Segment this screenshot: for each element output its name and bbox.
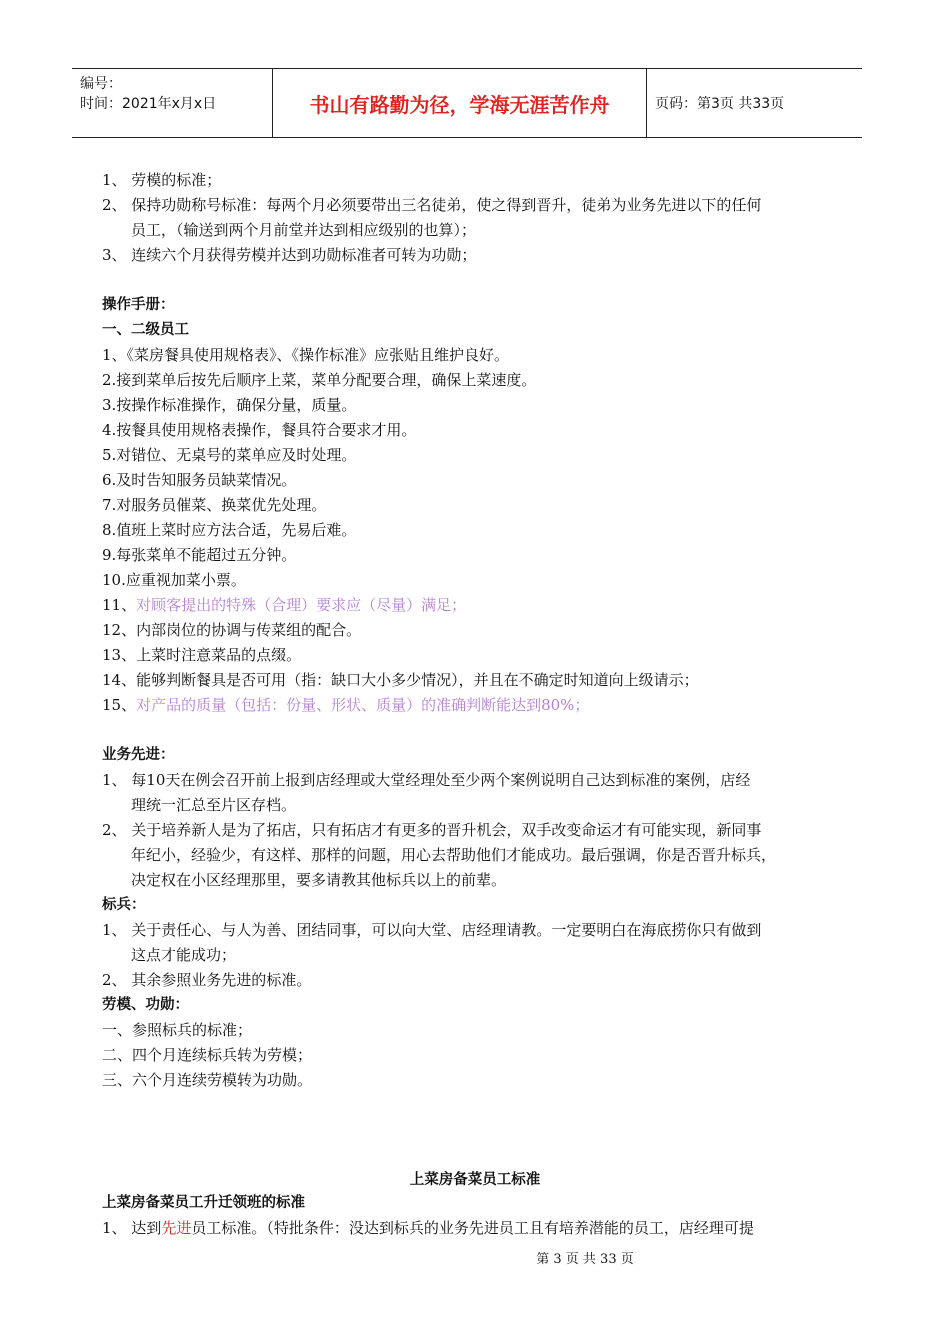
item-number: 15、 — [102, 696, 137, 714]
paragraph-line: 13、上菜时注意菜品的点缀。 — [102, 646, 302, 664]
paragraph-line: 8.值班上菜时应方法合适，先易后难。 — [102, 521, 357, 539]
section-heading: 业务先进： — [102, 747, 175, 763]
page-footer — [0, 1248, 950, 1267]
paragraph-line: 12、内部岗位的协调与传菜组的配合。 — [102, 621, 362, 639]
paragraph-line: 三、六个月连续劳模转为功勋。 — [102, 1071, 313, 1089]
paragraph-line: 一、参照标兵的标准； — [102, 1021, 253, 1039]
paragraph-line: 二、四个月连续标兵转为劳模； — [102, 1046, 313, 1064]
paragraph-line: 这点才能成功； — [131, 946, 237, 964]
section-heading: 一、二级员工 — [102, 322, 189, 338]
section-heading: 标兵： — [102, 897, 146, 913]
section-title: 上菜房备菜员工标准 — [409, 1172, 541, 1188]
paragraph-line: 4.按餐具使用规格表操作，餐具符合要求才用。 — [102, 421, 417, 439]
paragraph-line: 1、 关于责任心、与人为善、团结同事，可以向大堂、店经理请教。一定要明白在海底捞你只有做到 — [102, 921, 762, 939]
number-label: 编号： — [80, 76, 122, 92]
paragraph-line: 年纪小，经验少，有这样、那样的问题，用心去帮助他们才能成功。最后强调，你是否晋升标兵， — [131, 846, 777, 864]
paragraph-line: 1、《菜房餐具使用规格表》、《操作标准》应张贴且维护良好。 — [102, 346, 510, 364]
highlighted-text: 对顾客提出的特殊（合理）要求应（尽量）满足； — [136, 596, 467, 614]
paragraph-line: 1、 每10天在例会召开前上报到店经理或大堂经理处至少两个案例说明自己达到标准的案例，店经 — [102, 771, 751, 789]
paragraph-line: 14、能够判断餐具是否可用（指：缺口大小多少情况），并且在不确定时知道向上级请示； — [102, 671, 699, 689]
paragraph-line: 2、 关于培养新人是为了拓店，只有拓店才有更多的晋升机会，双手改变命运才有可能实现，新同事 — [102, 821, 762, 839]
text-run: 1、 达到 — [102, 1219, 162, 1237]
paragraph-line: 员工，（输送到两个月前堂并达到相应级别的也算）； — [131, 221, 477, 239]
paragraph-line: 2、 保持功勋称号标准：每两个月必须要带出三名徒弟，使之得到晋升，徒弟为业务先进以下的任何 — [102, 196, 762, 214]
paragraph-line: 5.对错位、无桌号的菜单应及时处理。 — [102, 446, 357, 464]
paragraph-line: 2.接到菜单后按先后顺序上菜，菜单分配要合理，确保上菜速度。 — [102, 371, 537, 389]
item-number: 11、 — [102, 596, 137, 614]
paragraph-line: 6.及时告知服务员缺菜情况。 — [102, 471, 297, 489]
paragraph-line — [102, 595, 466, 615]
time-label: 时间：2021年x月x日 — [80, 96, 217, 112]
paragraph-line — [102, 1218, 754, 1238]
header-motto: 书山有路勤为径，学海无涯苦作舟 — [273, 69, 647, 137]
paragraph-line: 9.每张菜单不能超过五分钟。 — [102, 546, 297, 564]
highlighted-text: 对产品的质量（包括：份量、形状、质量）的准确判断能达到80%； — [136, 696, 590, 714]
section-heading: 操作手册： — [102, 297, 175, 313]
footer-page-number: 第 3 页 共 33 页 — [536, 1252, 634, 1267]
paragraph-line — [102, 695, 589, 715]
paragraph-line: 决定权在小区经理那里，要多请教其他标兵以上的前辈。 — [131, 871, 507, 889]
highlighted-text: 先进 — [161, 1219, 192, 1237]
section-heading: 上菜房备菜员工升迁领班的标准 — [102, 1195, 305, 1211]
paragraph-line: 10.应重视加菜小票。 — [102, 571, 246, 589]
page-header — [72, 68, 862, 138]
paragraph-line: 理统一汇总至片区存档。 — [131, 796, 297, 814]
section-heading: 劳模、功勋： — [102, 997, 189, 1013]
paragraph-line: 7.对服务员催菜、换菜优先处理。 — [102, 496, 327, 514]
header-meta — [72, 69, 273, 137]
page-info: 页码：第3页 共33页 — [655, 96, 785, 112]
text-run: 员工标准。（特批条件：没达到标兵的业务先进员工且有培养潜能的员工，店经理可提 — [191, 1219, 754, 1237]
paragraph-line: 3.按操作标准操作，确保分量，质量。 — [102, 396, 357, 414]
paragraph-line: 2、 其余参照业务先进的标准。 — [102, 971, 312, 989]
paragraph-line: 1、 劳模的标准； — [102, 171, 222, 189]
paragraph-line: 3、 连续六个月获得劳模并达到功勋标准者可转为功勋； — [102, 246, 477, 264]
